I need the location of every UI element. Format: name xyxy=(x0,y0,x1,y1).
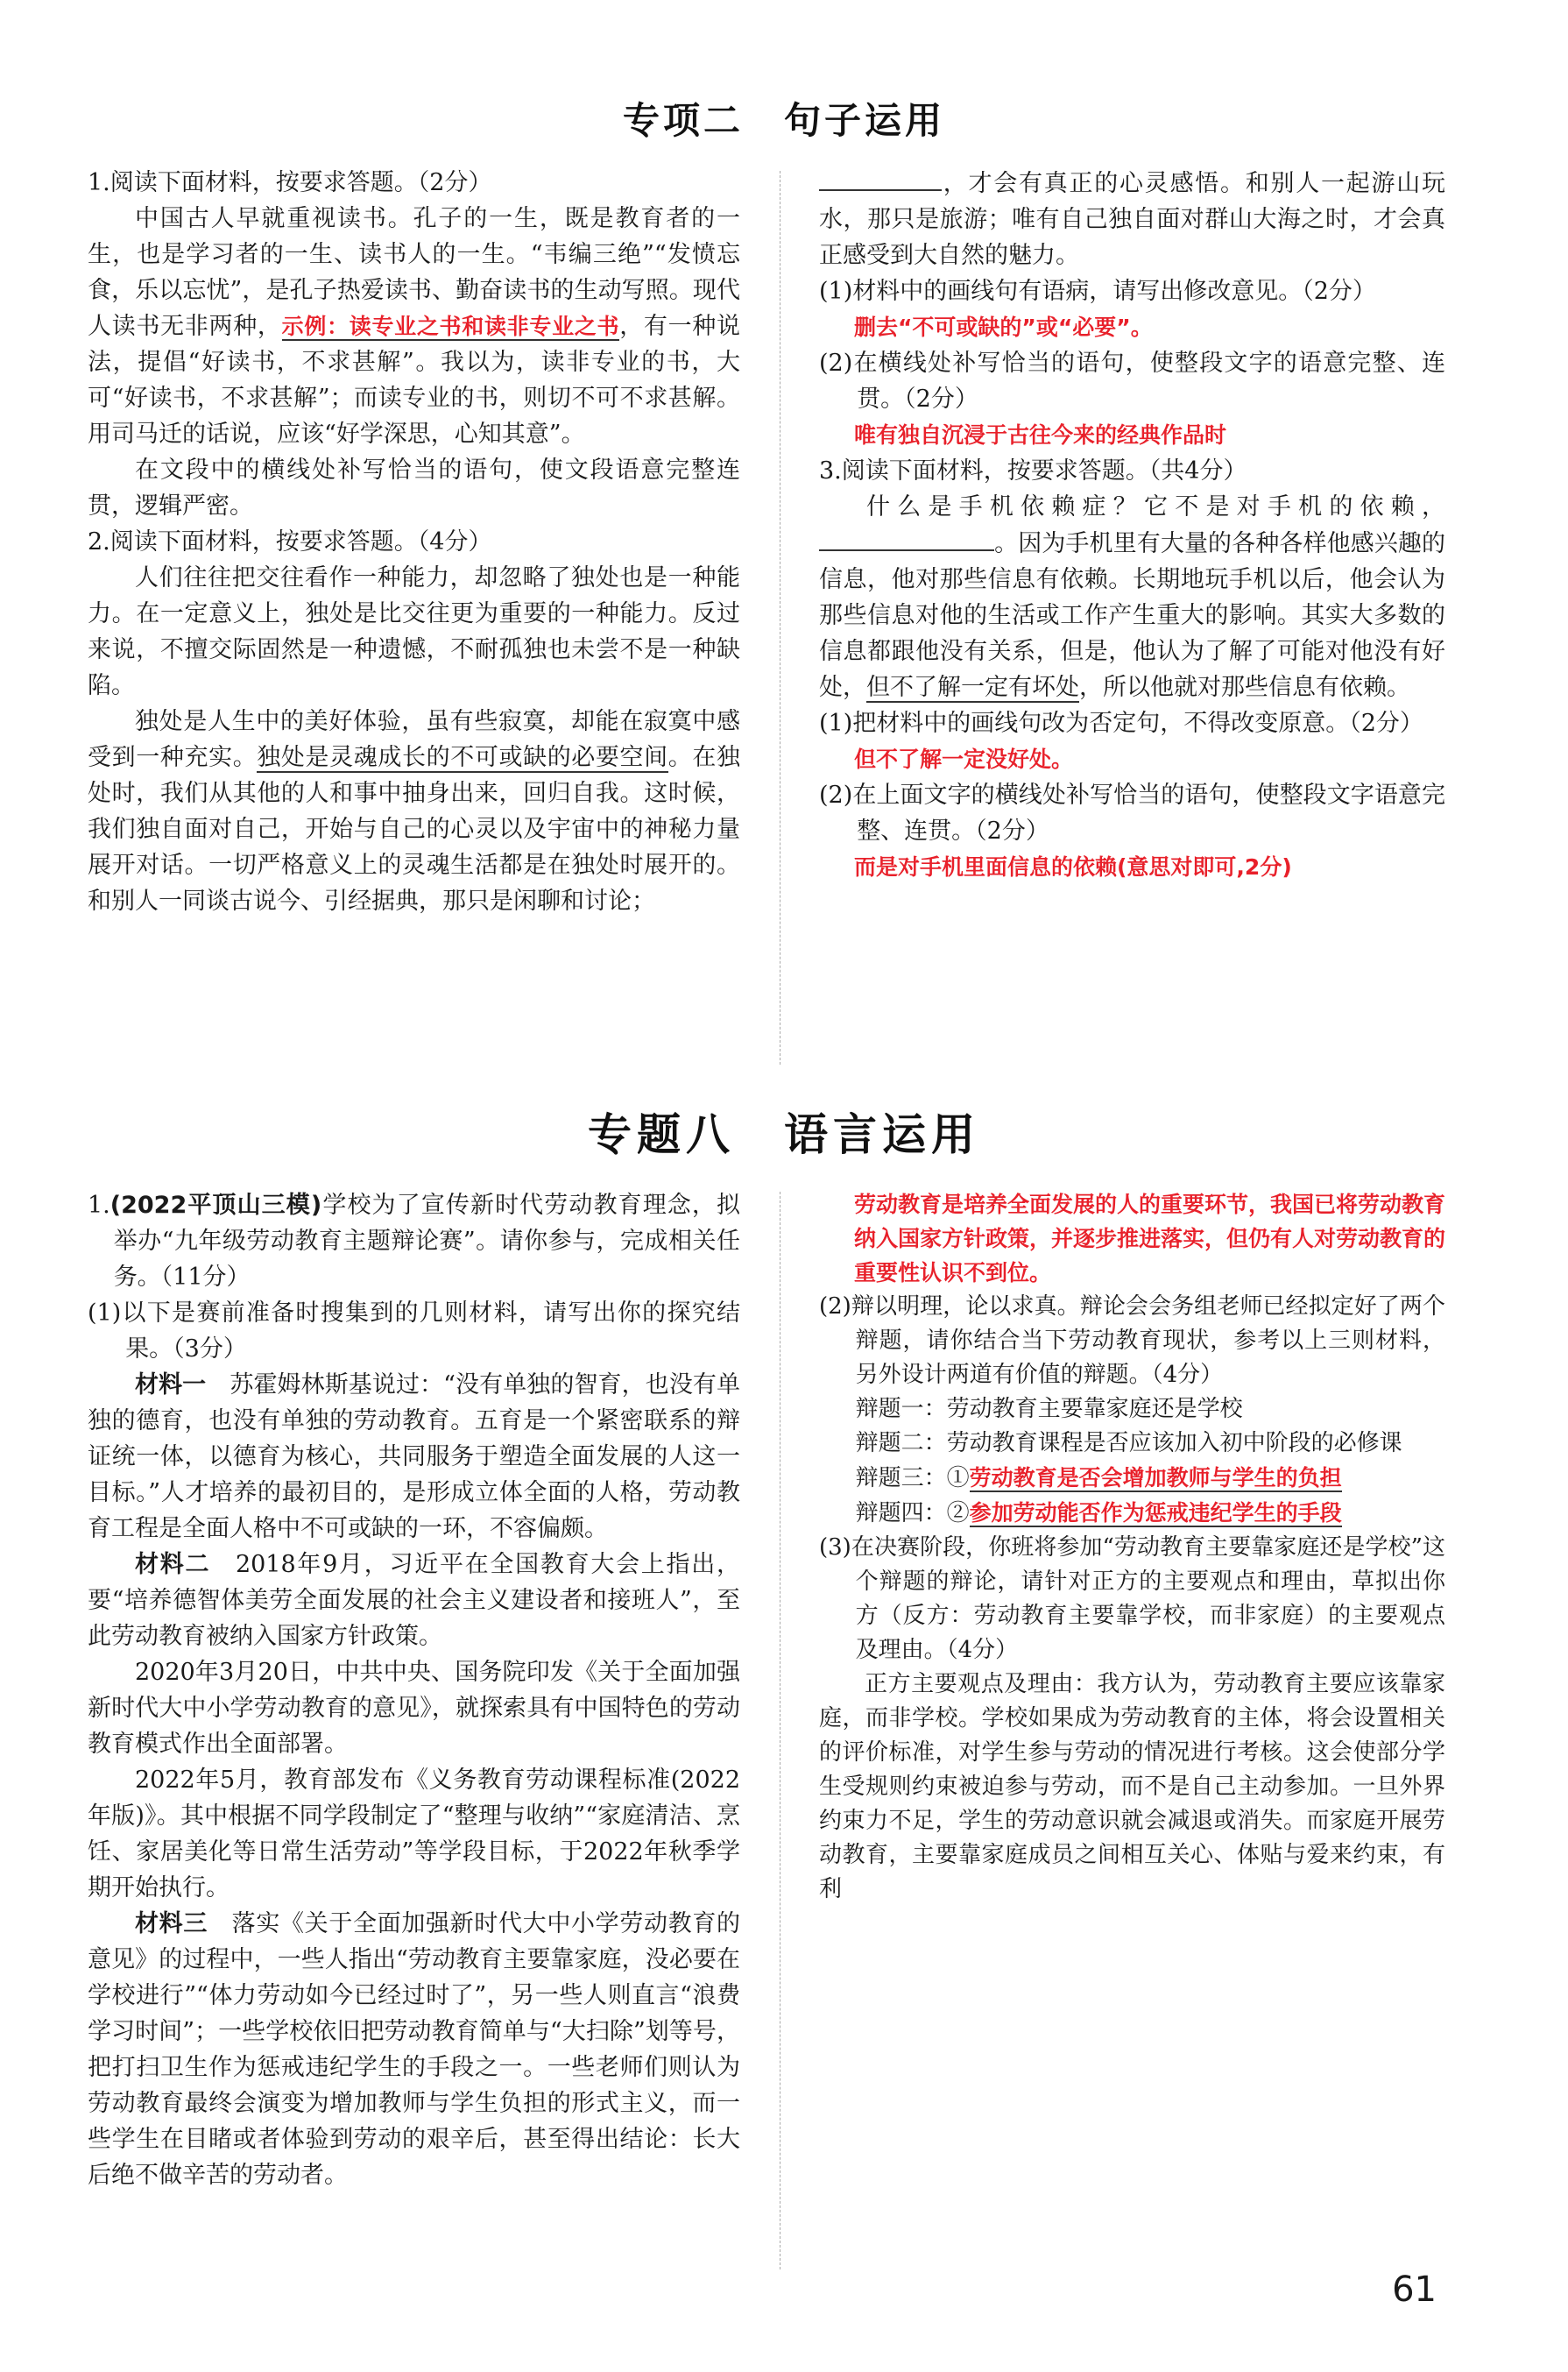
s2q1-answer-1: 劳动教育是培养全面发展的人的重要环节，我国已将劳动教育纳入国家方针政策，并逐步推进落实，但仍有人对劳动教育的重要性认识不到位。 xyxy=(854,1192,1446,1285)
debate-topic-2: 辩题二：劳动教育课程是否应该加入初中阶段的必修课 xyxy=(855,1430,1402,1456)
material-1: 材料一 苏霍姆林斯基说过：“没有单独的智育，也没有单独的德育，也没有单独的劳动教育。五育是一个紧密联系的辩证统一体，以德育为核心，共同服务于塑造全面发展的人这一目标。”人才培养的最初目的，是形成立体全面的人格，劳动教育工程是全面人格中不可或缺的一环，不容偏颇。 xyxy=(88,1371,740,1542)
material-3-label: 材料三 xyxy=(135,1910,208,1937)
debate-topic-1: 辩题一：劳动教育主要靠家庭还是学校 xyxy=(855,1396,1243,1422)
q1-passage: 中国古人早就重视读书。孔子的一生，既是教育者的一生，也是学习者的一生、读书人的一生。“韦编三绝”“发愤忘食，乐以忘忧”，是孔子热爱读书、勤奋读书的生动写照。现代人读书无非两种，示例：读专业之书和读非专业之书，有一种说法，提倡“好读书，不求甚解”。我以为，读非专业的书，大可“好读书，不求甚解”；而读专业的书，则切不可不求甚解。用司马迁的话说，应该“好学深思，心知其意”。 xyxy=(88,205,740,448)
material-2c: 2022年5月，教育部发布《义务教育劳动课程标准(2022年版)》。其中根据不同学段制定了“整理与收纳”“家庭清洁、烹饪、家居美化等日常生活劳动”等学段目标，于2022年秋季学期开始执行。 xyxy=(88,1767,740,1901)
q2-sub1: (1)材料中的画线句有语病，请写出修改意见。（2分） xyxy=(819,278,1376,305)
q3-answer-1: 但不了解一定没好处。 xyxy=(854,747,1074,772)
page-number: 61 xyxy=(1392,2269,1437,2310)
sec2-right-column xyxy=(819,1187,1445,1907)
q1-head: 1.阅读下面材料，按要求答题。（2分） xyxy=(88,169,492,196)
q1-instruction: 在文段中的横线处补写恰当的语句，使文段语意完整连贯，逻辑严密。 xyxy=(88,457,740,520)
section-title-1: 专项二 句子运用 xyxy=(622,99,945,142)
s2q1-sub1: (1)以下是赛前准备时搜集到的几则材料，请写出你的探究结果。（3分） xyxy=(88,1299,740,1363)
sec1-left-column xyxy=(88,165,740,919)
q3-answer-2: 而是对手机里面信息的依赖(意思对即可,2分) xyxy=(854,854,1292,880)
q2-underlined-sentence: 独处是灵魂成长的不可或缺的必要空间 xyxy=(257,744,668,771)
sec2-left-column xyxy=(88,1187,740,2193)
q3-passage: 什么是手机依赖症？它不是对手机的依赖，。因为手机里有大量的各种各样他感兴趣的信息，他对那些信息有依赖。长期地玩手机以后，他会认为那些信息对他的生活或工作产生重大的影响。其实大多数的信息都跟他没有关系，但是，他认为了解了可能对他没有好处，但不了解一定有坏处，所以他就对那些信息有依赖。 xyxy=(819,493,1445,701)
q2-passage-continued: ，才会有真正的心灵感悟。和别人一起游山玩水，那只是旅游；唯有自己独自面对群山大海之时，才会真正感受到大自然的魅力。 xyxy=(819,165,1445,273)
q2-head: 2.阅读下面材料，按要求答题。（4分） xyxy=(88,528,492,556)
debate-answer-3: 劳动教育是否会增加教师与学生的负担 xyxy=(969,1465,1342,1490)
s2q1-pro-argument: 正方主要观点及理由：我方认为，劳动教育主要应该靠家庭，而非学校。学校如果成为劳动教育的主体，将会设置相关的评价标准，对学生参与劳动的情况进行考核。这会使部分学生受规则约束被迫参与劳动，而不是自己主动参加。一旦外界约束力不足，学生的劳动意识就会减退或消失。而家庭开展劳动教育，主要靠家庭成员之间相互关心、体贴与爱来约束，有利 xyxy=(819,1671,1445,1902)
q3-underlined-sentence: 但不了解一定有坏处 xyxy=(866,674,1079,701)
q3-sub2: (2)在上面文字的横线处补写恰当的语句，使整段文字语意完整、连贯。（2分） xyxy=(819,782,1445,845)
q1-answer: 示例：读专业之书和读非专业之书 xyxy=(281,314,620,339)
q2-answer-2: 唯有独自沉浸于古往今来的经典作品时 xyxy=(854,422,1227,448)
s2q1-source: (2022平顶山三模) xyxy=(109,1192,322,1219)
q3-sub1: (1)把材料中的画线句改为否定句，不得改变原意。（2分） xyxy=(819,710,1423,737)
material-1-label: 材料一 xyxy=(135,1371,207,1398)
q2-passage-1: 人们往往把交往看作一种能力，却忽略了独处也是一种能力。在一定意义上，独处是比交往更为重要的一种能力。反过来说，不擅交际固然是一种遗憾，不耐孤独也未尝不是一种缺陷。 xyxy=(88,564,740,699)
q2-sub2: (2)在横线处补写恰当的语句，使整段文字的语意完整、连贯。（2分） xyxy=(819,350,1445,413)
q3-head: 3.阅读下面材料，按要求答题。（共4分） xyxy=(819,457,1247,485)
s2q1-sub3: (3)在决赛阶段，你班将参加“劳动教育主要靠家庭还是学校”这个辩题的辩论，请针对正方的主要观点和理由，草拟出你方（反方：劳动教育主要靠学校，而非家庭）的主要观点及理由。（4分） xyxy=(819,1534,1445,1663)
q2-passage-2: 独处是人生中的美好体验，虽有些寂寞，却能在寂寞中感受到一种充实。独处是灵魂成长的不可或缺的必要空间。在独处时，我们从其他的人和事中抽身出来，回归自我。这时候，我们独自面对自己，开始与自己的心灵以及宇宙中的神秘力量展开对话。一切严格意义上的灵魂生活都是在独处时展开的。和别人一同谈古说今、引经据典，那只是闲聊和讨论； xyxy=(88,708,741,915)
q3-blank xyxy=(819,525,994,551)
q2-blank xyxy=(819,165,942,191)
s2q1-sub2: (2)辩以明理，论以求真。辩论会会务组老师已经拟定好了两个辩题，请你结合当下劳动教育现状，参考以上三则材料，另外设计两道有价值的辩题。（4分） xyxy=(819,1293,1445,1388)
material-2: 材料二 2018年9月，习近平在全国教育大会上指出，要“培养德智体美劳全面发展的社会主义建设者和接班人”，至此劳动教育被纳入国家方针政策。 xyxy=(88,1551,741,1650)
debate-topic-3: 辩题三：①劳动教育是否会增加教师与学生的负担 xyxy=(855,1465,1342,1491)
s2q1-head: 1.(2022平顶山三模)学校为了宣传新时代劳动教育理念，拟举办“九年级劳动教育主题辩论赛”。请你参与，完成相关任务。（11分） xyxy=(88,1192,741,1291)
debate-topic-4: 辩题四：②参加劳动能否作为惩戒违纪学生的手段 xyxy=(855,1500,1342,1526)
sec1-right-column xyxy=(819,165,1445,885)
q2-answer-1: 删去“不可或缺的”或“必要”。 xyxy=(854,315,1153,340)
debate-answer-4: 参加劳动能否作为惩戒违纪学生的手段 xyxy=(969,1500,1342,1526)
material-2-label: 材料二 xyxy=(135,1551,211,1578)
section-title-2: 专题八 语言运用 xyxy=(588,1109,980,1160)
material-2b: 2020年3月20日，中共中央、国务院印发《关于全面加强新时代大中小学劳动教育的意见》，就探索具有中国特色的劳动教育模式作出全面部署。 xyxy=(88,1659,740,1758)
material-3: 材料三 落实《关于全面加强新时代大中小学劳动教育的意见》的过程中，一些人指出“劳动教育主要靠家庭，没必要在学校进行”“体力劳动如今已经过时了”，另一些人则直言“浪费学习时间”；一些学校依旧把劳动教育简单与“大扫除”划等号，把打扫卫生作为惩戒违纪学生的手段之一。一些老师们则认为劳动教育最终会演变为增加教师与学生负担的形式主义，而一些学生在目睹或者体验到劳动的艰辛后，甚至得出结论：长大后绝不做辛苦的劳动者。 xyxy=(88,1910,741,2189)
